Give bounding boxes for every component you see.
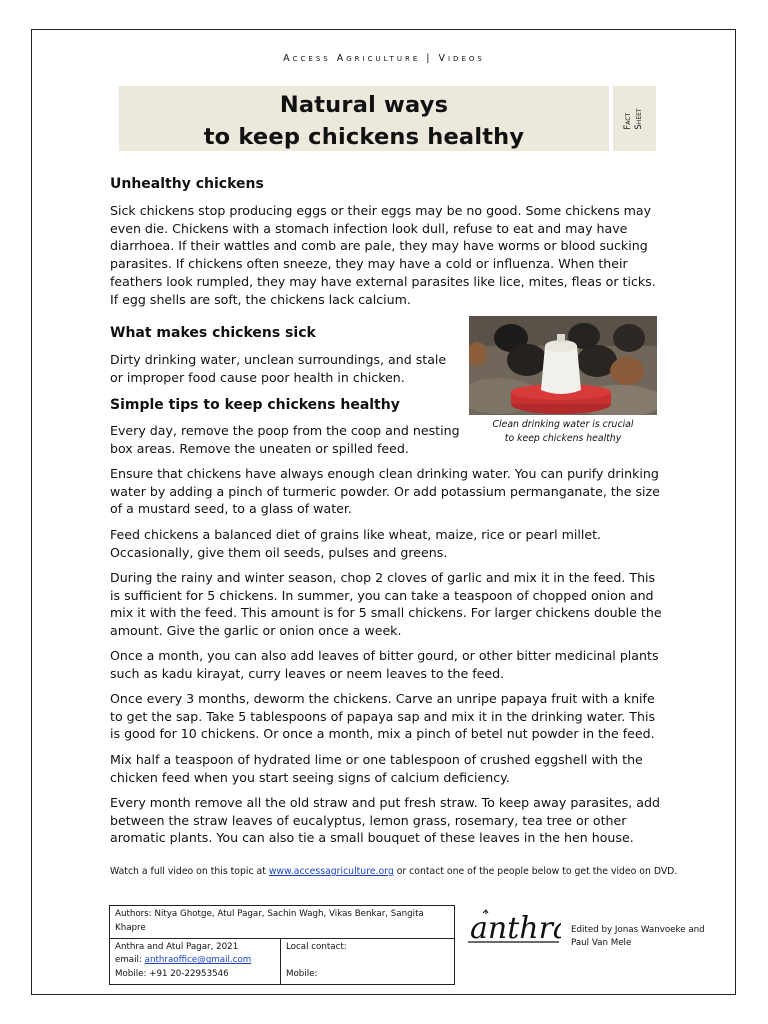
heading-unhealthy: Unhealthy chickens — [110, 176, 264, 192]
access-agriculture-link[interactable]: www.accessagriculture.org — [268, 866, 394, 877]
paragraph-tip-garlic: During the rainy and winter season, chop 2 cloves of garlic and mix it in the feed. This is sufficient for 5 chickens. In summer, you can take a teaspoon of chopped onion and mix it with the feed. This amount is for 5 small chickens. For larger chickens double the amount. Give the garlic or onion once a week. — [110, 570, 662, 639]
paragraph-tip-poop: Every day, remove the poop from the coop and nesting box areas. Remove the uneaten or spilled feed. — [110, 423, 460, 456]
anthra-logo — [466, 905, 561, 951]
paragraph-tip-straw: Every month remove all the old straw and put fresh straw. To keep away parasites, add between the straw leaves of eucalyptus, lemon grass, rosemary, tea tree or other aromatic plants. You can also tie a small bouquet of these leaves in the hen house. — [110, 795, 660, 846]
watch-video-note: Watch a full video on this topic at www.accessagriculture.org or contact one of the people below to get the video on DVD. — [110, 866, 678, 877]
organization-cell: Anthra and Atul Pagar, 2021 email: anthraoffice@gmail.com Mobile: +91 20-22953546 — [110, 938, 281, 984]
photo-caption: Clean drinking water is crucial to keep chickens healthy — [492, 419, 634, 444]
anthra-logo-text: anthra — [470, 911, 561, 946]
email-link[interactable]: anthraoffice@gmail.com — [144, 955, 252, 966]
chickens-drinking-photo — [469, 316, 657, 415]
paragraph-what-makes-sick: Dirty drinking water, unclean surroundings, and stale or improper food cause poor health in chicken. — [110, 352, 447, 385]
paragraph-tip-deworm: Once every 3 months, deworm the chickens. Carve an unripe papaya fruit with a knife to get the sap. Take 5 tablespoons of papaya sap and mix it in the drinking water. This is good for 10 chickens. Or once a month, mix a pinch of betel nut powder in the feed. — [110, 691, 656, 742]
heading-simple-tips: Simple tips to keep chickens healthy — [110, 397, 400, 413]
credits-table — [109, 905, 455, 985]
paragraph-tip-diet: Feed chickens a balanced diet of grains like wheat, maize, rice or pearl millet. Occasionally, give them oil seeds, pulses and greens. — [110, 527, 602, 560]
series-header: Access Agriculture | Videos — [283, 53, 485, 64]
title-line-2: to keep chickens healthy — [203, 124, 525, 150]
paragraph-unhealthy: Sick chickens stop producing eggs or their eggs may be no good. Some chickens may even die. Chickens with a stomach infection look dull, refuse to eat and may have diarrhoea. If their wattles and comb are pale, they may have worms or blood sucking parasites. If chickens often sneeze, they may have a cold or influenza. When their feathers look rumpled, they may have external parasites like lice, mites, fleas or ticks. If egg shells are soft, the chickens lack calcium. — [110, 203, 656, 307]
title-box — [119, 86, 609, 151]
paragraph-tip-water: Ensure that chickens have always enough clean drinking water. You can purify drinking water by adding a pinch of turmeric powder. Or add potassium permanganate, the size of a mustard seed, to a glass of water. — [110, 466, 660, 517]
heading-what-makes-sick: What makes chickens sick — [110, 325, 316, 341]
paragraph-tip-bitter-leaves: Once a month, you can also add leaves of bitter gourd, or other bitter medicinal plants such as kadu kirayat, curry leaves or neem leaves to the feed. — [110, 648, 659, 681]
authors-cell: Authors: Nitya Ghotge, Atul Pagar, Sachin Wagh, Vikas Benkar, Sangita Khapre — [110, 906, 455, 939]
editors-credit: Edited by Jonas Wanvoeke and Paul Van Mele — [571, 925, 705, 949]
title-line-1: Natural ways — [279, 92, 449, 118]
fact-sheet-label: Fact Sheet — [623, 108, 644, 130]
paragraph-tip-calcium: Mix half a teaspoon of hydrated lime or one tablespoon of crushed eggshell with the chicken feed when you start seeing signs of calcium deficiency. — [110, 752, 643, 785]
local-contact-cell: Local contact: Mobile: — [281, 938, 455, 984]
fact-sheet-label-box — [613, 86, 656, 151]
